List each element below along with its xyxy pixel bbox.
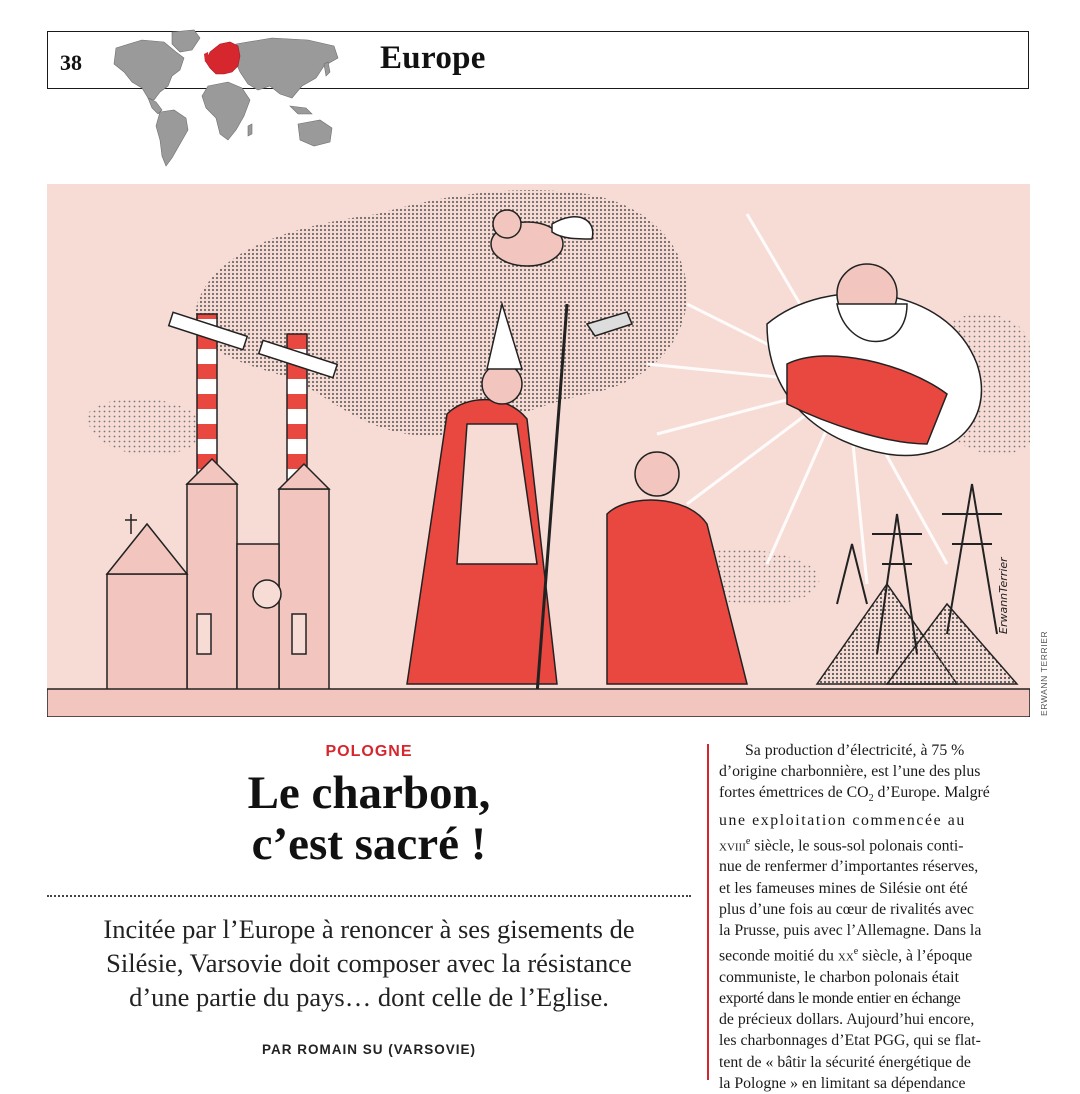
body-line: de précieux dollars. Aujourd’hui encore, [719, 1011, 975, 1029]
standfirst-line-3: d’une partie du pays… dont celle de l’Eglise. [129, 982, 609, 1012]
map-south-america [156, 110, 188, 166]
body-line: la Pologne » en limitant sa dépendance [719, 1074, 966, 1092]
map-madagascar [248, 124, 252, 136]
article-body [719, 740, 1031, 1094]
body-line: xviii$^e$ siècle, le sous-sol polonais conti- [719, 835, 964, 855]
article-kicker: POLOGNE [325, 743, 413, 760]
artist-signature: ErwannTerrier [997, 557, 1010, 634]
map-greenland [172, 30, 200, 52]
body-line: d’origine charbonnière, est l’une des plus [719, 763, 981, 781]
world-map-locator [102, 28, 346, 170]
section-title: Europe [380, 40, 486, 76]
headline-line-1: Le charbon, [247, 767, 491, 819]
map-europe-highlight [206, 42, 240, 74]
column-rule [707, 744, 709, 1080]
body-line: et les fameuses mines de Silésie ont été [719, 879, 968, 897]
map-north-america [114, 40, 184, 100]
ground [47, 689, 1030, 717]
body-line: plus d’une fois au cœur de rivalités avec [719, 900, 974, 918]
standfirst-line-1: Incitée par l’Europe à renoncer à ses gisements de [103, 914, 635, 944]
body-line: Sa production d’électricité, à 75 % [745, 742, 965, 759]
body-line: tent de « bâtir la sécurité énergétique de [719, 1053, 971, 1071]
body-line: fortes émettrices de $CO_2$ d’Europe. Malgré [719, 784, 990, 805]
standfirst-line-2: Silésie, Varsovie doit composer avec la résistance [106, 948, 632, 978]
photo-credit: ERWANN TERRIER [1039, 630, 1049, 716]
map-japan [324, 62, 330, 76]
map-australia [298, 120, 332, 146]
body-line: seconde moitié du $xx^e$ siècle, à l’époque [719, 946, 973, 965]
headline-line-2: c’est sacré ! [251, 818, 487, 870]
article-standfirst [47, 912, 691, 1014]
map-central-america [148, 98, 162, 114]
body-line: une exploitation commencée au [719, 811, 966, 829]
map-asia [234, 38, 338, 98]
map-africa [202, 82, 250, 140]
article-byline: PAR ROMAIN SU (VARSOVIE) [261, 1042, 476, 1057]
body-line: nue de renfermer d’importantes réserves, [719, 858, 979, 876]
body-line: communiste, le charbon polonais était [719, 968, 959, 986]
body-line: les charbonnages d’Etat PGG, qui se flat- [719, 1032, 981, 1050]
dotted-divider [47, 895, 691, 897]
body-line: la Prusse, puis avec l’Allemagne. Dans la [719, 922, 982, 940]
article-headline [47, 768, 691, 870]
page-number: 38 [60, 50, 82, 75]
cartoon-illustration [47, 184, 1030, 717]
map-indonesia [290, 106, 312, 114]
body-line: exporté dans le monde entier en échange [719, 989, 961, 1007]
